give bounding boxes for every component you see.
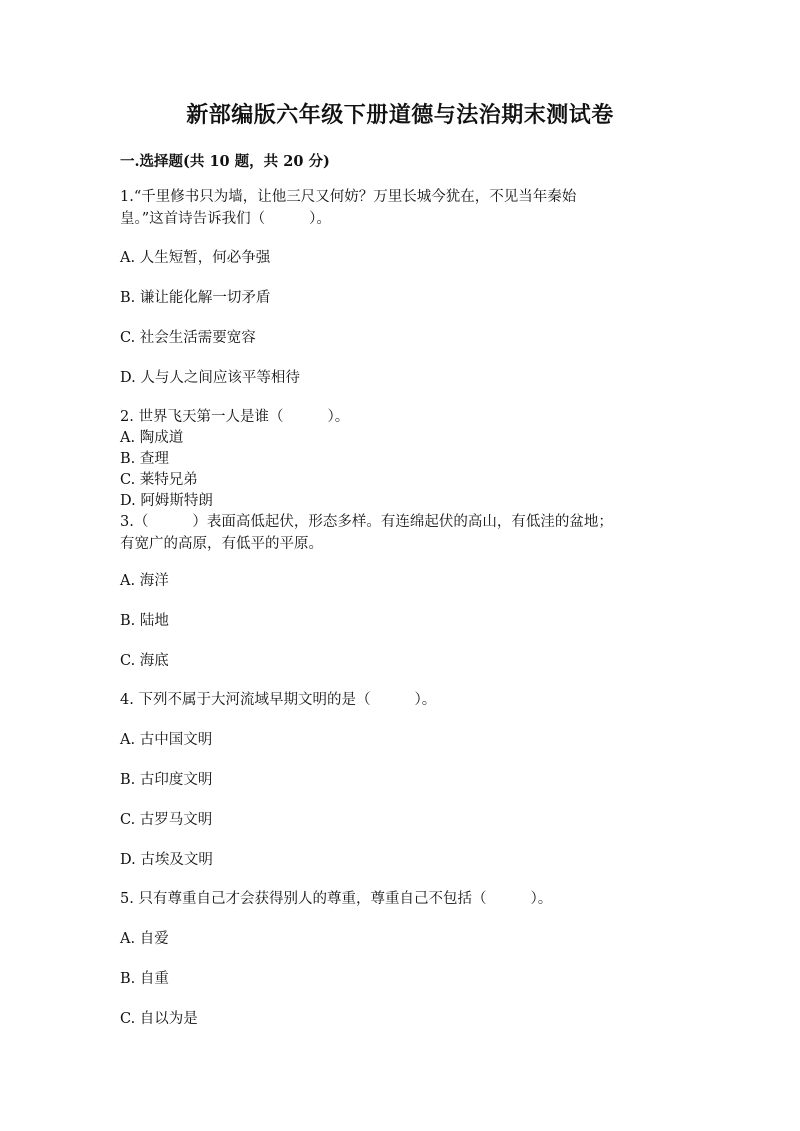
question-3-option-c: C. 海底	[120, 653, 169, 669]
question-4-stem	[120, 690, 436, 710]
question-1-stem-line2	[120, 209, 331, 229]
question-3-option-a: A. 海洋	[120, 573, 169, 589]
question-3-stem-prefix: 3.（	[120, 514, 149, 530]
question-3-option-b: B. 陆地	[120, 613, 169, 629]
question-2-option-c: C. 莱特兄弟	[120, 472, 198, 488]
question-4-option-b: B. 古印度文明	[120, 772, 213, 788]
question-3-stem-line1	[120, 512, 613, 532]
question-2-stem-prefix: 2. 世界飞天第一人是谁（	[120, 409, 284, 425]
question-2-stem	[120, 407, 349, 427]
question-5-stem-suffix: ）。	[530, 891, 553, 907]
question-1-option-c: C. 社会生活需要宽容	[120, 330, 256, 346]
question-1-stem-prefix: 皇。”这首诗告诉我们（	[120, 211, 266, 227]
question-2-stem-suffix: ）。	[327, 409, 350, 425]
document-title: 新部编版六年级下册道德与法治期末测试卷	[186, 102, 614, 128]
question-5-option-a: A. 自爱	[120, 931, 169, 947]
question-4-stem-prefix: 4. 下列不属于大河流域早期文明的是（	[120, 692, 371, 708]
question-5-option-b: B. 自重	[120, 971, 169, 987]
question-2-option-b: B. 查理	[120, 451, 169, 467]
question-4-option-d: D. 古埃及文明	[120, 852, 213, 868]
question-5-stem	[120, 889, 552, 909]
question-2-option-a: A. 陶成道	[120, 430, 184, 446]
question-3-stem-suffix: ）表面高低起伏，形态多样。有连绵起伏的高山，有低洼的盆地；	[192, 514, 613, 530]
question-5-stem-prefix: 5. 只有尊重自己才会获得别人的尊重，尊重自己不包括（	[120, 891, 487, 907]
question-4-stem-suffix: ）。	[414, 692, 437, 708]
question-5-option-c: C. 自以为是	[120, 1011, 198, 1027]
question-3-stem-line2: 有宽广的高原，有低平的平原。	[120, 536, 323, 552]
question-1-option-b: B. 谦让能化解一切矛盾	[120, 290, 271, 306]
question-4-option-c: C. 古罗马文明	[120, 812, 213, 828]
question-1-stem-suffix: ）。	[309, 211, 331, 227]
section-heading: 一.选择题(共 10 题，共 20 分)	[120, 153, 330, 170]
question-1-option-a: A. 人生短暂，何必争强	[120, 250, 271, 266]
question-1-stem-line1: 1.“千里修书只为墙，让他三尺又何妨？万里长城今犹在，不见当年秦始	[120, 189, 577, 205]
question-1-option-d: D. 人与人之间应该平等相待	[120, 370, 300, 386]
question-4-option-a: A. 古中国文明	[120, 732, 213, 748]
question-2-option-d: D. 阿姆斯特朗	[120, 493, 213, 509]
